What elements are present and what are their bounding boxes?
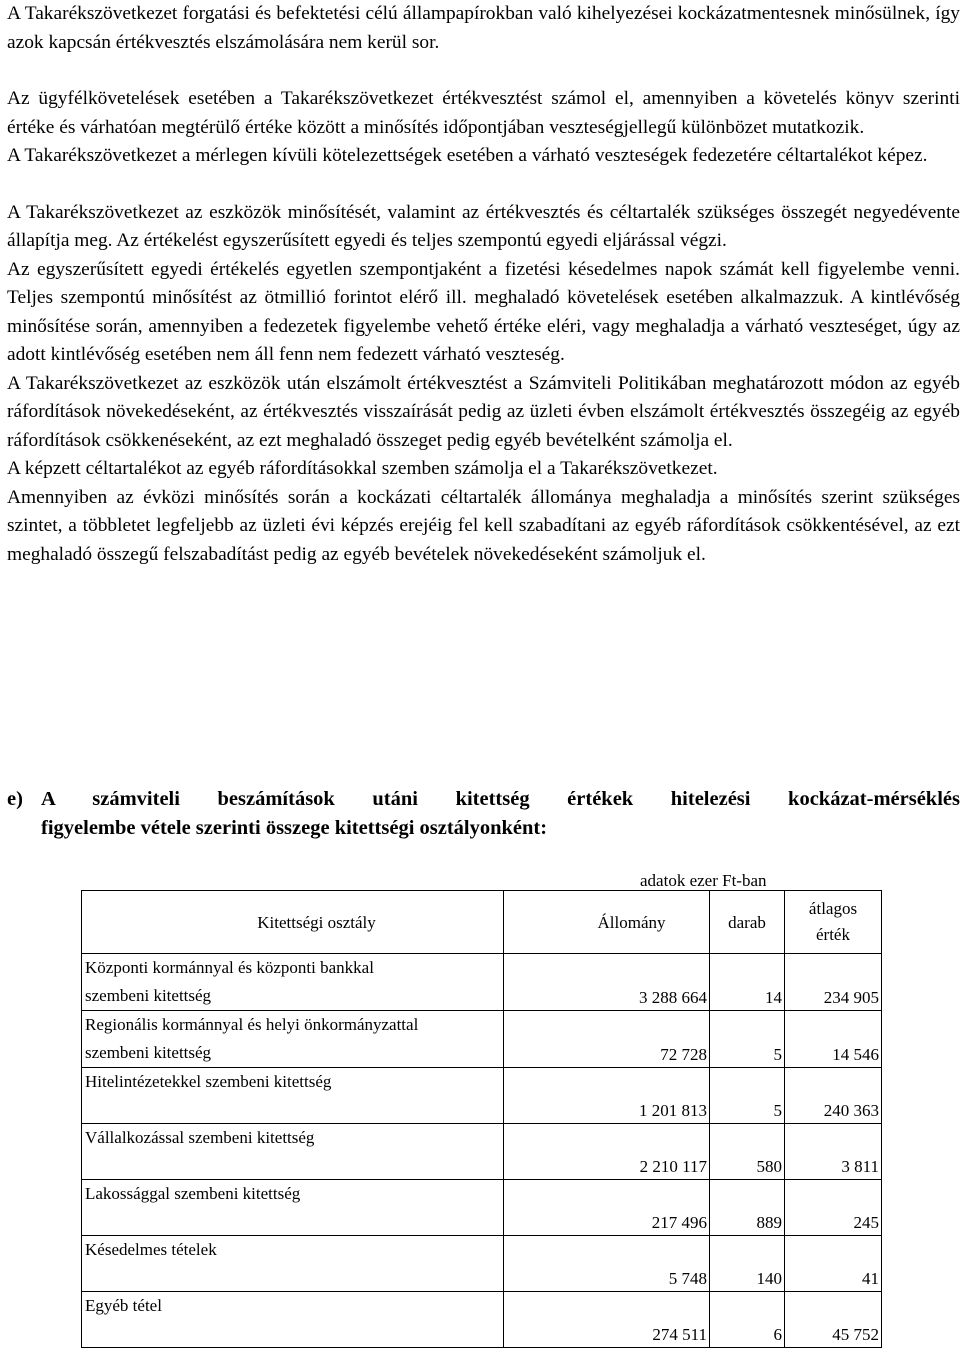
row-count: 5 xyxy=(710,1011,785,1068)
row-count: 140 xyxy=(710,1236,785,1292)
row-stock: 3 288 664 xyxy=(504,954,710,1011)
paragraph-customer-receivables: Az ügyfélkövetelések esetében a Takarékszövetkezet értékvesztést számol el, amennyiben a követelés könyv szerinti értéke és várhatóan megtérülő értéke között a minősítés időpontjában veszteségjellegű különbözet mutatkozik. xyxy=(7,88,960,138)
row-category: Egyéb tétel xyxy=(82,1292,504,1348)
section-title-line2: figyelembe vétele szerinti összege kitettségi osztályonként: xyxy=(41,816,548,839)
row-count: 5 xyxy=(710,1068,785,1124)
row-count: 6 xyxy=(710,1292,785,1348)
row-category: Lakossággal szembeni kitettség xyxy=(82,1180,504,1236)
table-row xyxy=(82,1011,882,1068)
table-row xyxy=(82,1124,882,1180)
row-stock: 5 748 xyxy=(504,1236,710,1292)
table-row xyxy=(82,1180,882,1236)
table-row xyxy=(82,1236,882,1292)
row-count: 14 xyxy=(710,954,785,1011)
row-count: 580 xyxy=(710,1124,785,1180)
header-category: Kitettségi osztály xyxy=(82,891,504,954)
row-stock: 1 201 813 xyxy=(504,1068,710,1124)
exposure-table xyxy=(81,890,882,1348)
table-header-row xyxy=(82,891,882,954)
header-average xyxy=(785,891,882,954)
paragraph-off-balance: A Takarékszövetkezet a mérlegen kívüli kötelezettségek esetében a várható veszteségek fedezetére céltartalékot képez. xyxy=(7,145,928,166)
row-average: 245 xyxy=(785,1180,882,1236)
header-average-line2: érték xyxy=(816,925,850,944)
table-row xyxy=(82,1068,882,1124)
row-average: 45 752 xyxy=(785,1292,882,1348)
row-stock: 72 728 xyxy=(504,1011,710,1068)
row-category: Hitelintézetekkel szembeni kitettség xyxy=(82,1068,504,1124)
header-count: darab xyxy=(710,891,785,954)
paragraph-simplified-valuation: Az egyszerűsített egyedi értékelés egyetlen szempontjaként a fizetési késedelmes napok számát kell figyelembe venni. Teljes szempontú minősítést az ötmillió forintot elérő ill. meghaladó követelések esetében alkalmazzuk. A kintlévőség minősítése során, amennyiben a fedezetek figyelembe vehető értéke eléri, vagy meghaladja a várható veszteséget, úgy az adott kintlévőség esetében nem áll fenn nem fedezett várható veszteség. xyxy=(7,258,960,365)
row-average: 14 546 xyxy=(785,1011,882,1068)
paragraph-release: Amennyiben az évközi minősítés során a kockázati céltartalék állománya meghaladja a minősítés szerint szükséges szintet, a többletet legfeljebb az üzleti évi képzés erejéig fel kell szabadítani az egyéb ráfordítások csökkentésével, az ezt meghaladó összegű felszabadítást pedig az egyéb bevételek növekedéseként számoljuk el. xyxy=(7,486,960,565)
row-average: 41 xyxy=(785,1236,882,1292)
row-average: 240 363 xyxy=(785,1068,882,1124)
row-average: 3 811 xyxy=(785,1124,882,1180)
row-category: Késedelmes tételek xyxy=(82,1236,504,1292)
header-average-line1: átlagos xyxy=(808,899,858,918)
paragraph-impairment-accounting: A Takarékszövetkezet az eszközök után elszámolt értékvesztést a Számviteli Politikában meghatározott módon az egyéb ráfordítások növekedéseként, az értékvesztés visszaírását pedig az üzleti évben elszámolt értékvesztés összegéig az egyéb ráfordítások csökkenéseként, az ezt meghaladó összeget pedig egyéb bevételként számolja el. xyxy=(7,372,960,451)
row-stock: 274 511 xyxy=(504,1292,710,1348)
row-stock: 2 210 117 xyxy=(504,1124,710,1180)
table-row xyxy=(82,954,882,1011)
paragraph-quarterly-rating: A Takarékszövetkezet az eszközök minősítését, valamint az értékvesztés és céltartalék szükséges összegét negyedévente állapítja meg. Az értékelést egyszerűsített egyedi és teljes szempontú egyedi eljárással végzi. xyxy=(7,201,960,251)
row-stock: 217 496 xyxy=(504,1180,710,1236)
paragraph-gov-securities: A Takarékszövetkezet forgatási és befektetési célú állampapírokban való kihelyezései kockázatmentesnek minősülnek, így azok kapcsán értékvesztés elszámolására nem kerül sor. xyxy=(7,3,960,53)
row-average: 234 905 xyxy=(785,954,882,1011)
paragraph-provision: A képzett céltartalékot az egyéb ráfordításokkal szemben számolja el a Takarékszövetkezet. xyxy=(7,458,718,479)
row-category: Vállalkozással szembeni kitettség xyxy=(82,1124,504,1180)
section-heading xyxy=(7,785,960,842)
row-category: Központi kormánnyal és központi bankkal szembeni kitettség xyxy=(82,954,504,1011)
row-category: Regionális kormánnyal és helyi önkormányzattal szembeni kitettség xyxy=(82,1011,504,1068)
section-label: e) xyxy=(7,788,23,810)
unit-note: adatok ezer Ft-ban xyxy=(640,871,767,890)
section-title-line1: A számviteli beszámítások utáni kitettség értékek hitelezési kockázat-mérséklés xyxy=(41,788,960,810)
row-count: 889 xyxy=(710,1180,785,1236)
document-body xyxy=(7,0,960,569)
table-row xyxy=(82,1292,882,1348)
header-stock: Állomány xyxy=(504,891,710,954)
